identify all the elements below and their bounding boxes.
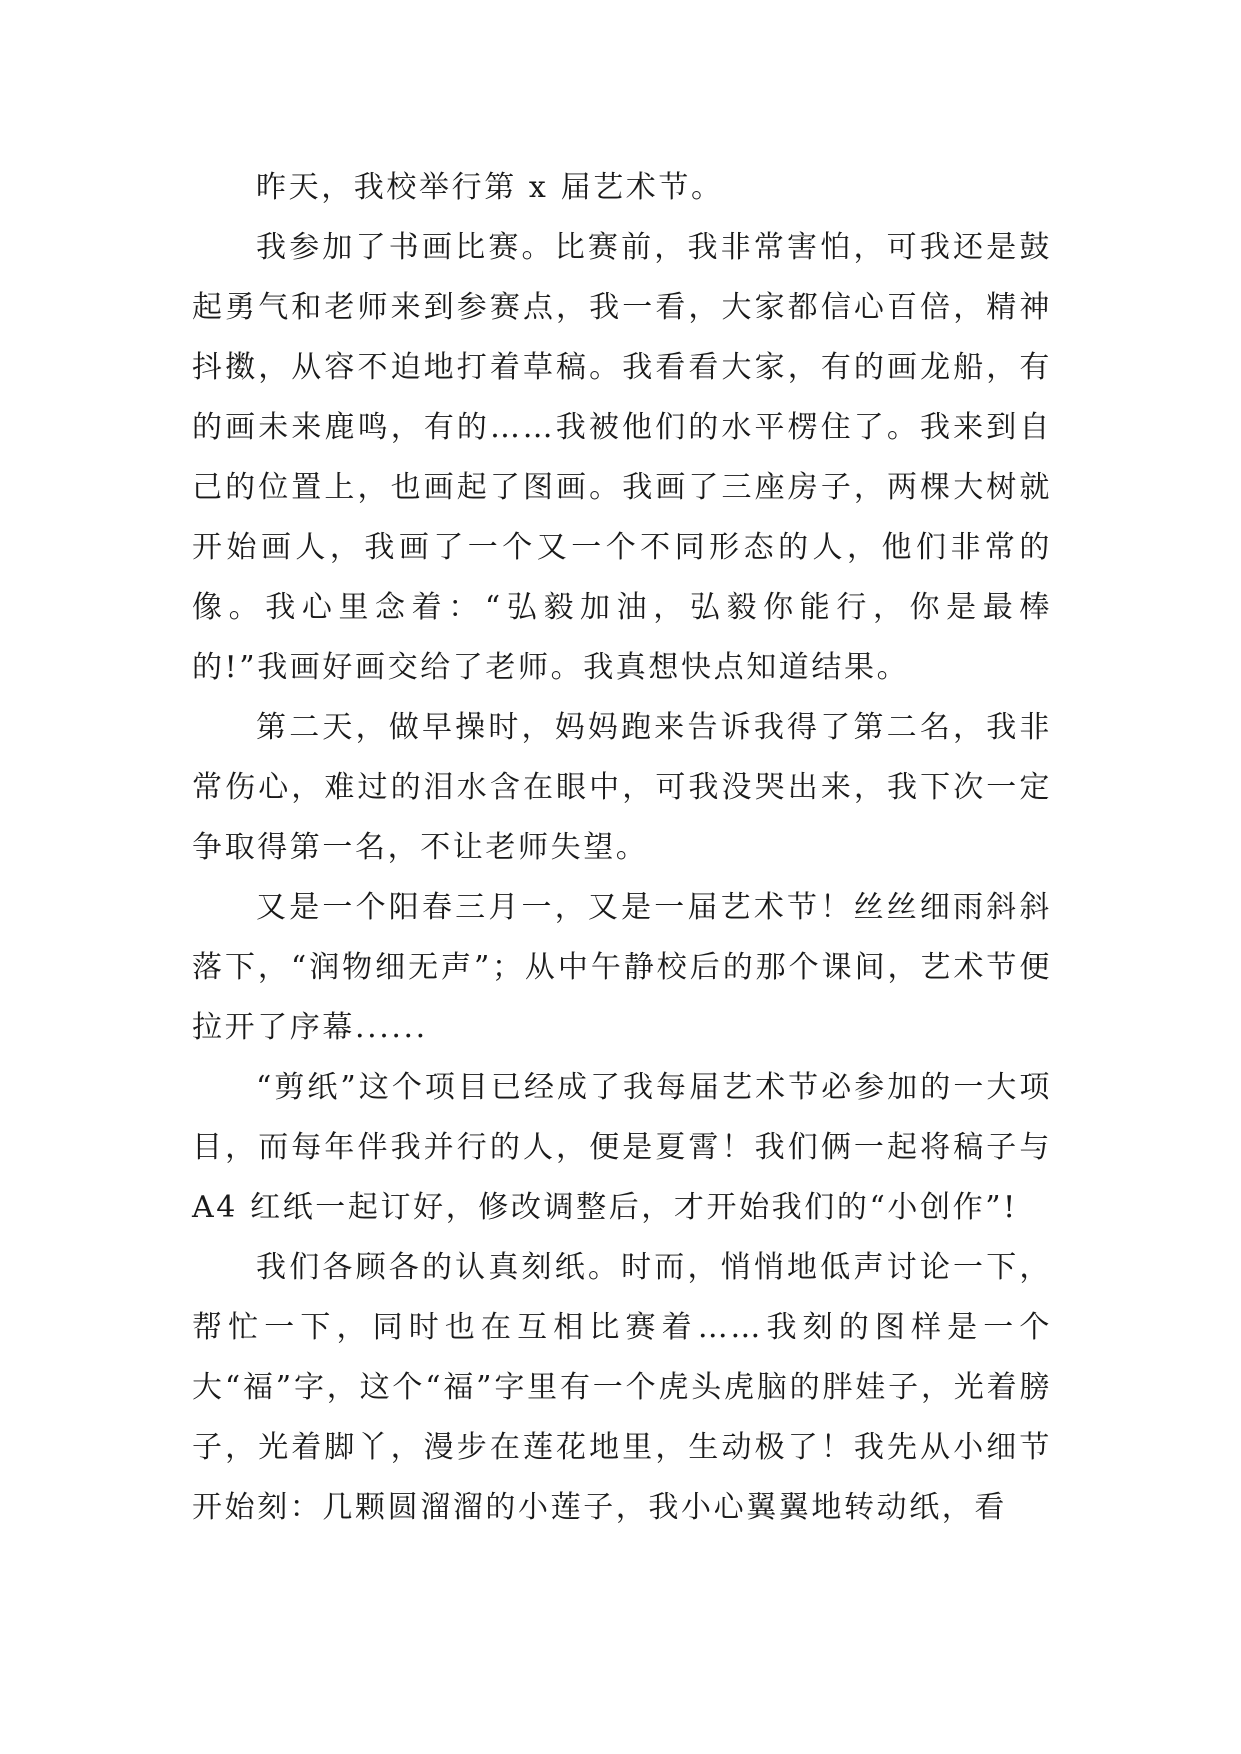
paragraph-2: 我参加了书画比赛。比赛前，我非常害怕，可我还是鼓起勇气和老师来到参赛点，我一看，大家都信心百倍，精神抖擞，从容不迫地打着草稿。我看看大家，有的画龙船，有的画未来鹿鸣，有的……我被他们的水平楞住了。我来到自己的位置上，也画起了图画。我画了三座房子，两棵大树就开始画人，我画了一个又一个不同形态的人，他们非常的像。我心里念着：“弘毅加油，弘毅你能行，你是最棒的!”我画好画交给了老师。我真想快点知道结果。 <box>192 230 1052 685</box>
paragraph-3: 第二天，做早操时，妈妈跑来告诉我得了第二名，我非常伤心，难过的泪水含在眼中，可我没哭出来，我下次一定争取得第一名，不让老师失望。 <box>192 710 1052 865</box>
paragraph-6: 我们各顾各的认真刻纸。时而，悄悄地低声讨论一下，帮忙一下，同时也在互相比赛着……我刻的图样是一个大“福”字，这个“福”字里有一个虎头虎脑的胖娃子，光着膀子，光着脚丫，漫步在莲花地里，生动极了！我先从小细节开始刻：几颗圆溜溜的小莲子，我小心翼翼地转动纸，看 <box>192 1250 1052 1525</box>
paragraph-1: 昨天，我校举行第 x 届艺术节。 <box>256 170 724 205</box>
paragraph-4: 又是一个阳春三月一，又是一届艺术节！丝丝细雨斜斜落下，“润物细无声”；从中午静校后的那个课间，艺术节便拉开了序幕...... <box>192 890 1052 1045</box>
document-body <box>192 158 1052 1538</box>
paragraph-5: “剪纸”这个项目已经成了我每届艺术节必参加的一大项目，而每年伴我并行的人，便是夏霄！我们俩一起将稿子与 A4 红纸一起订好，修改调整后，才开始我们的“小创作”! <box>192 1070 1052 1225</box>
